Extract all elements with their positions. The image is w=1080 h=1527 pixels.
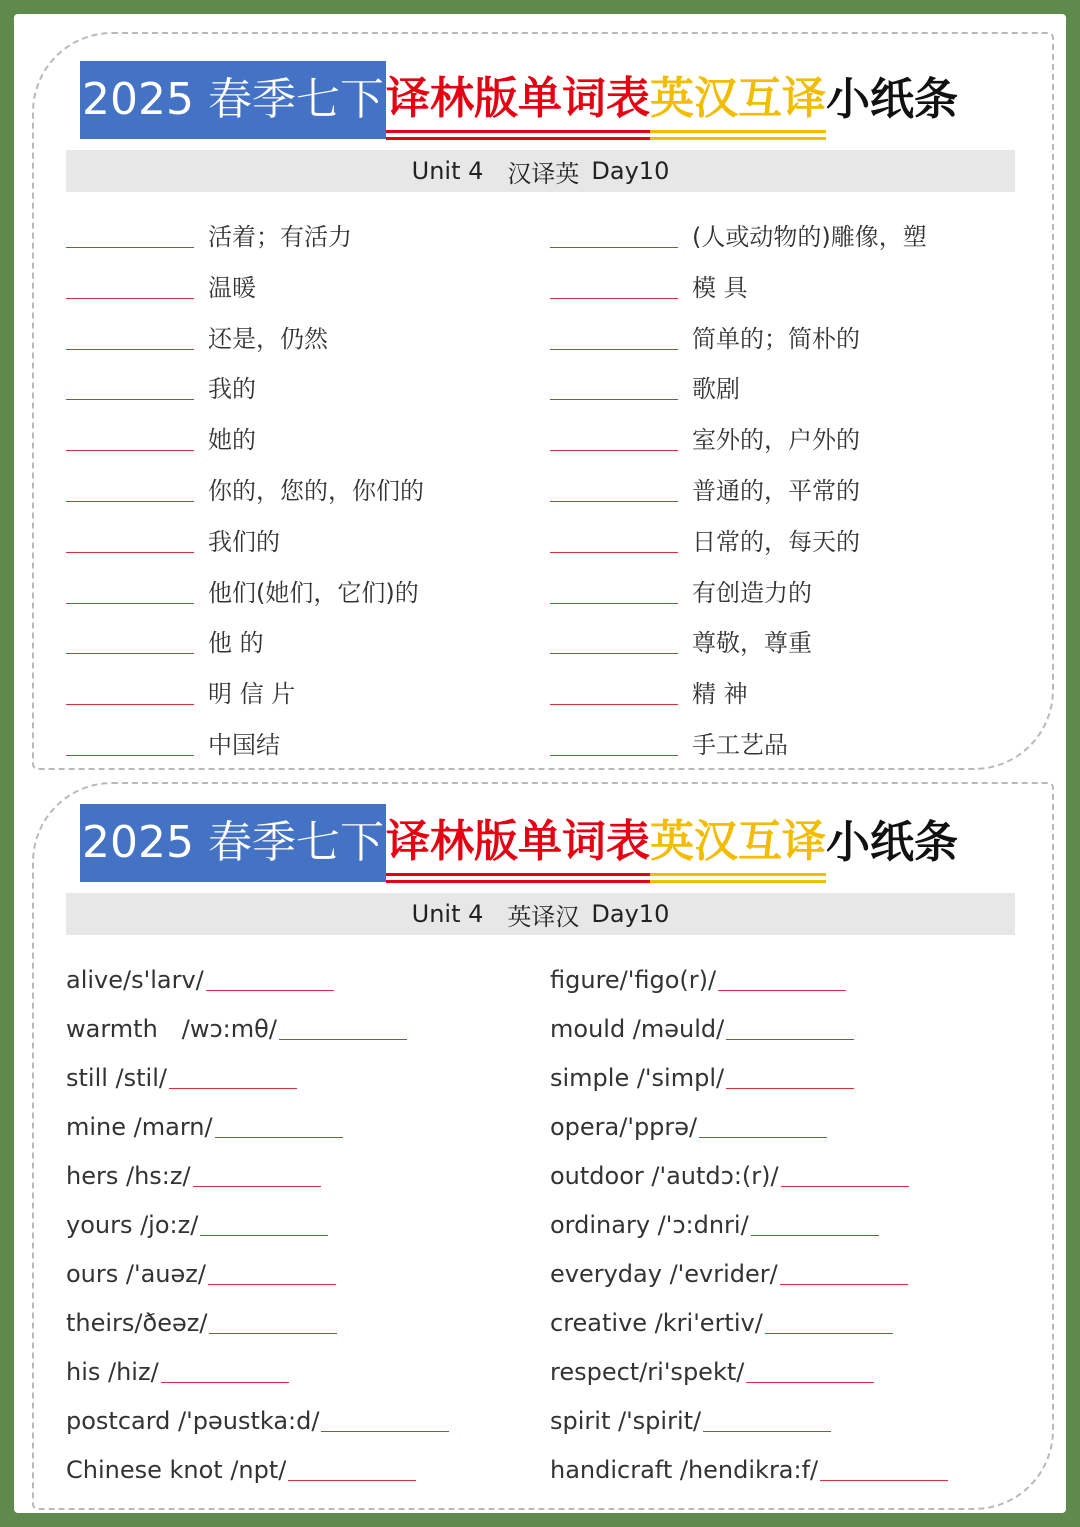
answer-blank[interactable] (718, 990, 846, 991)
title-year-part: 2025 春季七下 (80, 61, 386, 139)
answer-blank[interactable] (66, 298, 194, 299)
answer-blank[interactable] (550, 298, 678, 299)
vocab-row-right (550, 1053, 854, 1093)
english-word: mine /marn/ (66, 1113, 213, 1141)
english-word: everyday /'evrider/ (550, 1260, 778, 1288)
answer-blank[interactable] (288, 1480, 416, 1481)
vocab-row-left (66, 955, 334, 995)
chinese-meaning: 温暖 (208, 273, 256, 302)
vocab-row-left (66, 415, 256, 455)
title-red-part: 译林版单词表 (386, 811, 650, 876)
vocab-row-left (66, 618, 264, 658)
english-word: simple /'simpl/ (550, 1064, 725, 1092)
answer-blank[interactable] (726, 1088, 854, 1089)
chinese-meaning: 中国结 (208, 731, 280, 759)
answer-blank[interactable] (66, 552, 194, 553)
english-word: Chinese knot /npt/ (66, 1456, 287, 1484)
answer-blank[interactable] (200, 1235, 328, 1236)
vocab-row-left (66, 517, 280, 557)
vocab-row-right (550, 1396, 831, 1436)
chinese-meaning: 普通的，平常的 (692, 477, 860, 505)
chinese-meaning: 她的 (208, 426, 256, 455)
english-word: postcard /'pəustka:d/ (66, 1407, 320, 1435)
answer-blank[interactable] (66, 399, 194, 400)
answer-blank[interactable] (66, 704, 194, 705)
answer-blank[interactable] (550, 349, 678, 350)
chinese-meaning: 明 信 片 (208, 680, 296, 709)
answer-blank[interactable] (215, 1137, 343, 1138)
answer-blank[interactable] (321, 1431, 449, 1432)
answer-blank[interactable] (550, 755, 678, 756)
answer-blank[interactable] (550, 704, 678, 705)
answer-blank[interactable] (550, 603, 678, 604)
vocab-row-left (66, 1200, 328, 1240)
vocab-row-left (66, 1347, 289, 1387)
vocab-row-left (66, 1151, 321, 1191)
english-word: warmth /wɔ:mθ/ (66, 1015, 277, 1043)
english-word: yours /jo:z/ (66, 1211, 199, 1239)
mode-label: 汉译英 (507, 159, 580, 188)
english-word: handicraft /hendikra:f/ (550, 1456, 819, 1484)
answer-blank[interactable] (726, 1039, 854, 1040)
chinese-meaning: 歌剧 (692, 375, 740, 404)
answer-blank[interactable] (66, 247, 194, 248)
chinese-meaning: 我的 (208, 375, 256, 404)
answer-blank[interactable] (550, 399, 678, 400)
vocab-row-left (66, 212, 352, 252)
vocab-row-right (550, 314, 860, 354)
vocab-row-right (550, 669, 748, 709)
unit-label: Unit 4 (411, 900, 484, 928)
english-word: opera/'pprə/ (550, 1113, 698, 1141)
chinese-meaning: 他们(她们，它们)的 (208, 578, 419, 607)
english-word: outdoor /'autdɔ:(r)/ (550, 1162, 779, 1190)
vocab-row-right (550, 618, 812, 658)
section-header-1 (66, 150, 1015, 192)
answer-blank[interactable] (699, 1137, 827, 1138)
title-yellow-part: 英汉互译 (650, 68, 826, 133)
chinese-meaning: 活着；有活力 (208, 223, 352, 251)
english-word: his /hiz/ (66, 1358, 159, 1386)
vocab-row-left (66, 1298, 337, 1338)
english-word: figure/'figo(r)/ (550, 966, 717, 994)
answer-blank[interactable] (66, 603, 194, 604)
section-header-2 (66, 893, 1015, 935)
chinese-meaning: 我们的 (208, 527, 280, 556)
vocab-row-right (550, 263, 748, 303)
answer-blank[interactable] (66, 653, 194, 654)
chinese-meaning: (人或动物的)雕像，塑 (692, 223, 927, 251)
chinese-meaning: 他 的 (208, 629, 264, 658)
chinese-meaning: 你的，您的，你们的 (208, 477, 424, 505)
vocab-row-left (66, 1004, 407, 1044)
vocab-row-left (66, 1249, 336, 1289)
vocab-row-right (550, 1249, 908, 1289)
answer-blank[interactable] (161, 1382, 289, 1383)
vocab-row-right (550, 1151, 909, 1191)
english-word: still /stil/ (66, 1064, 167, 1092)
day-label: Day10 (591, 900, 670, 928)
vocab-row-left (66, 466, 424, 506)
vocab-row-right (550, 1347, 874, 1387)
answer-blank[interactable] (206, 990, 334, 991)
vocab-row-left (66, 720, 280, 760)
answer-blank[interactable] (66, 755, 194, 756)
vocab-row-left (66, 364, 256, 404)
vocab-row-right (550, 955, 846, 995)
vocab-row-left (66, 1053, 297, 1093)
chinese-meaning: 精 神 (692, 680, 748, 709)
english-word: creative /kri'ertiv/ (550, 1309, 763, 1337)
answer-blank[interactable] (66, 501, 194, 502)
vocab-row-right (550, 1445, 948, 1485)
answer-blank[interactable] (820, 1480, 948, 1481)
vocab-row-left (66, 1102, 343, 1142)
vocab-row-left (66, 669, 295, 709)
answer-blank[interactable] (279, 1039, 407, 1040)
english-word: theirs/ðeəz/ (66, 1309, 208, 1337)
chinese-meaning: 室外的，户外的 (692, 426, 860, 455)
english-word: alive/s'larv/ (66, 966, 204, 994)
answer-blank[interactable] (209, 1333, 337, 1334)
answer-blank[interactable] (550, 450, 678, 451)
title-yellow-part: 英汉互译 (650, 811, 826, 876)
title-red-part: 译林版单词表 (386, 68, 650, 133)
answer-blank[interactable] (780, 1284, 908, 1285)
vocab-row-right (550, 517, 860, 557)
vocab-row-right (550, 1200, 879, 1240)
vocab-row-right (550, 466, 860, 506)
answer-blank[interactable] (781, 1186, 909, 1187)
title-black-part: 小纸条 (825, 817, 958, 868)
english-word: ours /'auəz/ (66, 1260, 206, 1288)
answer-blank[interactable] (746, 1382, 874, 1383)
answer-blank[interactable] (208, 1284, 336, 1285)
chinese-meaning: 手工艺品 (692, 731, 788, 759)
chinese-meaning: 尊敬，尊重 (692, 629, 812, 658)
vocab-row-right (550, 568, 812, 608)
vocab-row-right (550, 720, 788, 760)
mode-label: 英译汉 (507, 902, 580, 931)
chinese-meaning: 还是，仍然 (208, 324, 328, 353)
vocab-row-right (550, 364, 740, 404)
english-word: respect/ri'spekt/ (550, 1358, 745, 1386)
title-year-part: 2025 春季七下 (80, 804, 386, 882)
vocab-row-left (66, 568, 419, 608)
answer-blank[interactable] (751, 1235, 879, 1236)
vocab-row-left (66, 1445, 416, 1485)
answer-blank[interactable] (703, 1431, 831, 1432)
chinese-meaning: 简单的；简朴的 (692, 324, 860, 353)
vocab-row-right (550, 1102, 827, 1142)
vocab-row-left (66, 263, 256, 303)
answer-blank[interactable] (550, 247, 678, 248)
chinese-meaning: 日常的，每天的 (692, 527, 860, 556)
english-word: ordinary /'ɔ:dnri/ (550, 1211, 749, 1239)
vocab-row-right (550, 1004, 854, 1044)
answer-blank[interactable] (550, 501, 678, 502)
answer-blank[interactable] (66, 450, 194, 451)
vocab-row-right (550, 415, 860, 455)
answer-blank[interactable] (765, 1333, 893, 1334)
vocab-row-left (66, 1396, 449, 1436)
unit-label: Unit 4 (411, 157, 484, 185)
chinese-meaning: 有创造力的 (692, 578, 812, 607)
english-word: spirit /'spirit/ (550, 1407, 702, 1435)
title-black-part: 小纸条 (825, 74, 958, 125)
answer-blank[interactable] (550, 552, 678, 553)
answer-blank[interactable] (169, 1088, 297, 1089)
answer-blank[interactable] (66, 349, 194, 350)
worksheet-title-2 (80, 804, 958, 882)
answer-blank[interactable] (550, 653, 678, 654)
worksheet-title-1 (80, 61, 958, 139)
english-word: hers /hs:z/ (66, 1162, 191, 1190)
chinese-meaning: 模 具 (692, 273, 748, 302)
english-word: mould /məuld/ (550, 1015, 725, 1043)
day-label: Day10 (591, 157, 670, 185)
answer-blank[interactable] (193, 1186, 321, 1187)
vocab-row-right (550, 1298, 893, 1338)
vocab-row-left (66, 314, 328, 354)
vocab-row-right (550, 212, 927, 252)
